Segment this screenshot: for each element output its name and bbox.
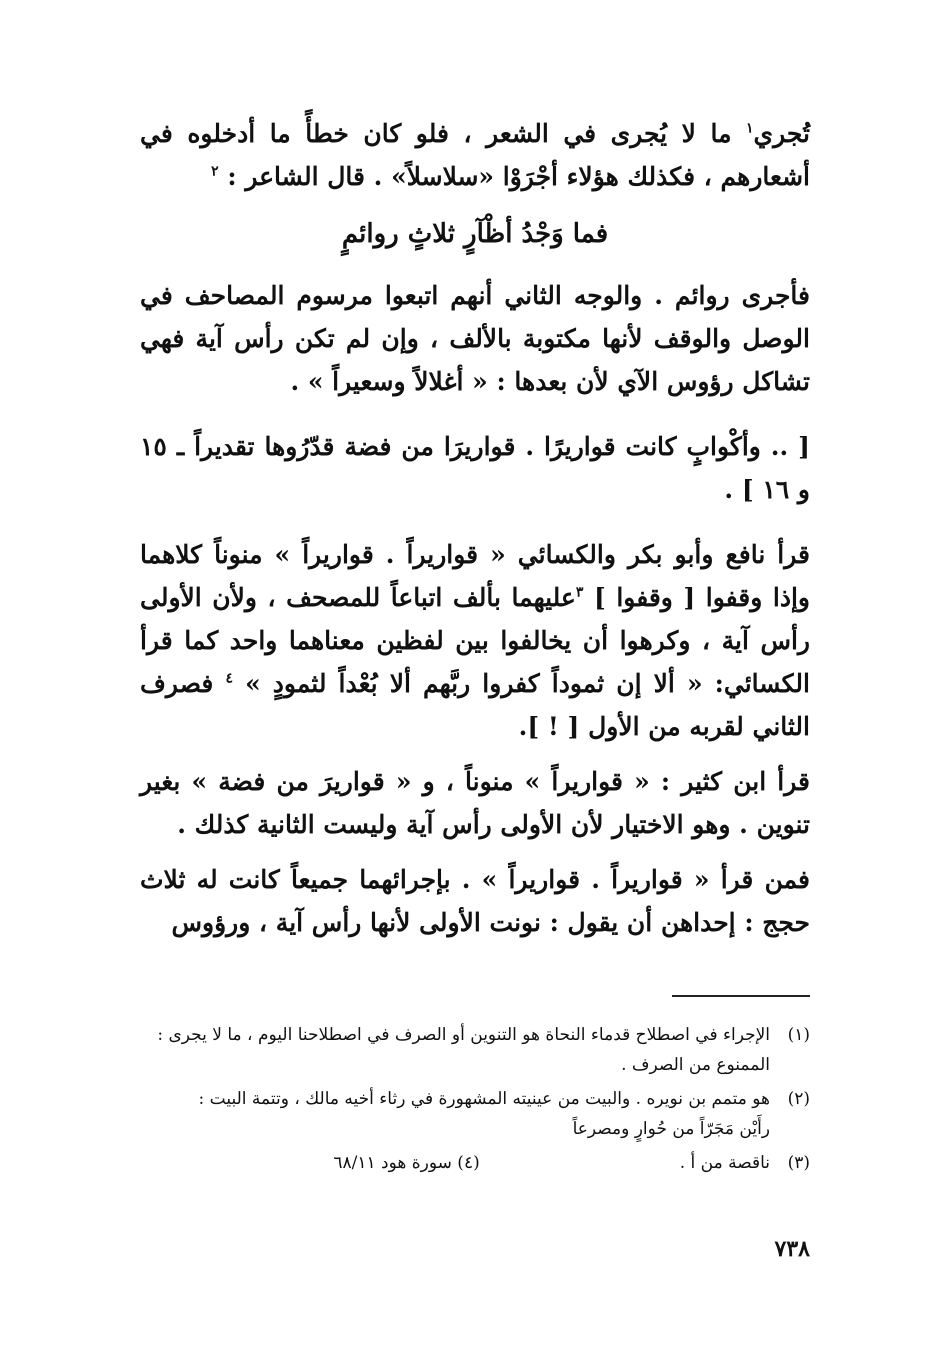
footnote-divider	[672, 995, 810, 997]
paragraph-5: فمن قرأ « قواريراً . قواريراً » . بإجرائهما جميعاً كانت له ثلاث حجج : إحداهن أن يقول : نونت الأولى لأنها رأس آية ، ورؤوس	[140, 865, 810, 937]
footnote-ref-2[interactable]: ٢	[211, 163, 219, 180]
footnote-1-number: (١)	[787, 1025, 810, 1045]
footnote-2-text: هو متمم بن نويره . والبيت من عينيته المشهورة في رثاء أخيه مالك ، وتتمة البيت :	[198, 1089, 770, 1109]
footnote-ref-1[interactable]: ١	[746, 120, 754, 137]
footnote-2-verse: رأَيْن مَجَرّاً من حُوارٍ ومصرعاً	[572, 1119, 770, 1139]
footnote-1-text: الإجراء في اصطلاح قدماء النحاة هو التنوين أو الصرف في اصطلاحنا اليوم ، ما لا يجرى : الممنوع من الصرف .	[157, 1025, 770, 1075]
footnote-row-3-4	[140, 1148, 810, 1178]
footnotes	[140, 1020, 810, 1178]
poetry-verse: فما وَجْدُ أظْآرٍ ثلاثٍ روائمٍ	[341, 219, 609, 249]
paragraph-1	[140, 112, 810, 198]
footnote-1	[140, 1020, 810, 1080]
footnote-3-number: (٣)	[787, 1153, 810, 1173]
paragraph-1-rest: ما لا يُجرى في الشعر ، فلو كان خطأً ما أدخلوه في أشعارهم ، فكذلك هؤلاء أجْرَوْا «سلاسلاً» . قال الشاعر :	[140, 119, 810, 191]
footnote-2-number: (٢)	[787, 1089, 810, 1109]
footnote-4-text: سورة هود ٦٨/١١	[333, 1153, 452, 1173]
paragraph-3-middle: عليهما بألف اتباعاً للمصحف ، ولأن الأولى رأس آية ، وكرهوا أن يخالفوا بين لفظين معناهما واحد كما قرأ الكسائي: « ألا إن ثموداً كفروا ربَّهم ألا بُعْداً لثمودٍ »	[140, 583, 810, 698]
footnote-4	[333, 1148, 479, 1178]
paragraph-3-start: قرأ نافع وأبو بكر والكسائي « قواريراً . قواريراً » منوناً كلاهما وإذا وقفوا [ وقفوا ]	[140, 540, 810, 612]
paragraph-1-start: تُجري	[753, 119, 810, 148]
footnote-ref-3[interactable]: ٣	[575, 584, 584, 601]
quran-verse: [ .. وأكْوابٍ كانت قواريرًا . قواريرَا من فضة قدّرُوها تقديراً ـ ١٥ و ١٦ ] .	[140, 432, 810, 504]
footnote-ref-4[interactable]: ٤	[225, 670, 233, 687]
footnote-3-text: ناقصة من أ .	[679, 1153, 770, 1173]
paragraph-4: قرأ ابن كثير : « قواريراً » منوناً ، و « قواريرَ من فضة » بغير تنوين . وهو الاختيار لأن الأولى رأس آية وليست الثانية كذلك .	[140, 767, 810, 839]
page-number: ٧٣٨	[774, 1236, 810, 1262]
main-text	[140, 112, 810, 944]
footnote-4-number: (٤)	[457, 1153, 480, 1173]
paragraph-3-end: فصرف الثاني لقربه من الأول [ ! ].	[140, 669, 810, 741]
footnote-2	[140, 1084, 810, 1144]
paragraph-2: فأجرى روائم . والوجه الثاني أنهم اتبعوا مرسوم المصاحف في الوصل والوقف لأنها مكتوبة بالألف ، وإن لم تكن رأس آية فهي تشاكل رؤوس الآي لأن بعدها : « أغلالاً وسعيراً » .	[140, 281, 810, 396]
paragraph-3	[140, 533, 810, 748]
